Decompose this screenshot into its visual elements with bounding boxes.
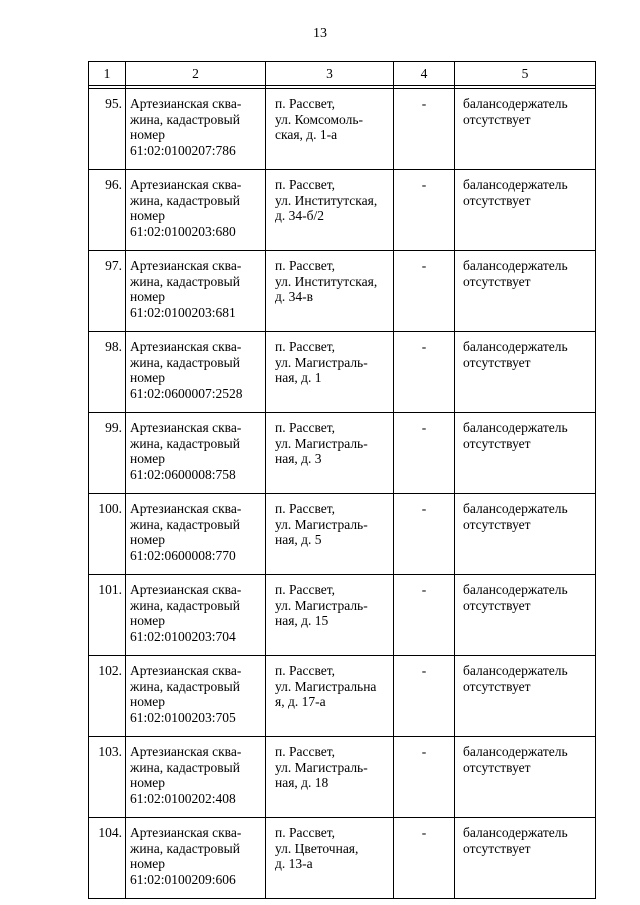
object-name-line: Артезианская сква- [130,582,242,597]
object-name-line: жина, кадастровый [130,597,240,613]
balance-holder-line: отсутствует [463,354,531,370]
object-name-line: номер [130,775,166,790]
table-row [89,332,596,413]
object-name-cell [126,737,266,818]
object-name-line: 61:02:0100203:704 [130,628,236,644]
address-line: ул. Цветочная, [275,840,359,856]
column-4-value: - [394,89,455,170]
object-name-line: номер [130,451,166,466]
address-line: ул. Магистральна [275,678,377,694]
address-line: ул. Комсомоль- [275,111,364,127]
table-row [89,656,596,737]
row-number: 100. [89,494,126,575]
object-name-line: 61:02:0100203:705 [130,709,236,725]
table-header [89,62,596,89]
table-row [89,737,596,818]
balance-holder-cell [455,494,596,575]
object-name-line: жина, кадастровый [130,273,240,289]
address-line: п. Рассвет, [275,825,336,840]
balance-holder-line: отсутствует [463,435,531,451]
balance-holder-line: отсутствует [463,840,531,856]
address-cell [266,575,394,656]
address-line: ная, д. 3 [275,451,322,466]
balance-holder-line: балансодержатель [463,420,568,435]
object-name-line: Артезианская сква- [130,339,242,354]
address-line: ная, д. 15 [275,613,329,628]
address-line: ул. Институтская, [275,192,378,208]
header-col-1: 1 [89,62,126,86]
balance-holder-line: балансодержатель [463,258,568,273]
address-cell [266,251,394,332]
object-name-line: жина, кадастровый [130,192,240,208]
address-line: п. Рассвет, [275,663,336,678]
balance-holder-cell [455,251,596,332]
object-name-cell [126,494,266,575]
balance-holder-line: балансодержатель [463,825,568,840]
object-name-cell [126,170,266,251]
row-number: 99. [89,413,126,494]
balance-holder-cell [455,170,596,251]
address-line: п. Рассвет, [275,501,336,516]
row-number: 95. [89,89,126,170]
balance-holder-cell [455,818,596,899]
row-number: 96. [89,170,126,251]
header-col-4: 4 [394,62,455,86]
address-line: п. Рассвет, [275,339,336,354]
balance-holder-line: балансодержатель [463,501,568,516]
object-name-line: 61:02:0100202:408 [130,790,236,806]
object-name-line: номер [130,370,166,385]
balance-holder-cell [455,575,596,656]
column-4-value: - [394,656,455,737]
registry-table [88,61,596,899]
column-4-value: - [394,575,455,656]
address-cell [266,656,394,737]
address-line: я, д. 17-а [275,694,326,709]
address-line: ул. Магистраль- [275,354,368,370]
column-4-value: - [394,332,455,413]
column-4-value: - [394,413,455,494]
address-line: п. Рассвет, [275,420,336,435]
address-line: п. Рассвет, [275,177,336,192]
balance-holder-cell [455,656,596,737]
object-name-line: номер [130,613,166,628]
column-4-value: - [394,494,455,575]
address-line: ул. Магистраль- [275,516,368,532]
balance-holder-line: отсутствует [463,678,531,694]
address-line: ная, д. 5 [275,532,322,547]
address-line: п. Рассвет, [275,258,336,273]
object-name-line: жина, кадастровый [130,516,240,532]
object-name-line: жина, кадастровый [130,111,240,127]
balance-holder-line: балансодержатель [463,96,568,111]
address-cell [266,413,394,494]
object-name-line: жина, кадастровый [130,435,240,451]
object-name-line: жина, кадастровый [130,840,240,856]
page-number: 13 [313,26,327,41]
address-line: д. 34-в [275,289,313,304]
object-name-line: 61:02:0600008:770 [130,547,236,563]
table-row [89,575,596,656]
column-4-value: - [394,251,455,332]
header-col-2: 2 [126,62,266,86]
object-name-line: жина, кадастровый [130,354,240,370]
balance-holder-cell [455,332,596,413]
object-name-cell [126,413,266,494]
table-row [89,494,596,575]
object-name-line: Артезианская сква- [130,96,242,111]
object-name-line: номер [130,856,166,871]
object-name-line: номер [130,694,166,709]
row-number: 102. [89,656,126,737]
object-name-line: 61:02:0600008:758 [130,466,236,482]
object-name-line: Артезианская сква- [130,177,242,192]
object-name-line: 61:02:0100203:681 [130,304,236,320]
object-name-cell [126,656,266,737]
address-cell [266,494,394,575]
balance-holder-cell [455,413,596,494]
object-name-line: номер [130,208,166,223]
table-body [89,89,596,899]
address-line: ная, д. 1 [275,370,322,385]
object-name-line: номер [130,532,166,547]
address-line: д. 13-а [275,856,313,871]
object-name-line: Артезианская сква- [130,501,242,516]
balance-holder-line: балансодержатель [463,663,568,678]
address-line: ул. Магистраль- [275,759,368,775]
object-name-line: Артезианская сква- [130,663,242,678]
address-cell [266,737,394,818]
address-cell [266,332,394,413]
object-name-line: жина, кадастровый [130,678,240,694]
object-name-line: 61:02:0100209:606 [130,871,236,887]
balance-holder-line: отсутствует [463,111,531,127]
object-name-cell [126,251,266,332]
table-row [89,413,596,494]
object-name-cell [126,818,266,899]
address-cell [266,818,394,899]
address-line: д. 34-б/2 [275,208,324,223]
balance-holder-line: отсутствует [463,273,531,289]
address-line: п. Рассвет, [275,582,336,597]
address-line: п. Рассвет, [275,744,336,759]
object-name-line: Артезианская сква- [130,420,242,435]
row-number: 98. [89,332,126,413]
row-number: 101. [89,575,126,656]
object-name-line: Артезианская сква- [130,258,242,273]
header-row [89,62,596,86]
column-4-value: - [394,737,455,818]
address-line: ул. Магистраль- [275,597,368,613]
table-row [89,170,596,251]
address-line: ул. Институтская, [275,273,378,289]
row-number: 97. [89,251,126,332]
object-name-line: 61:02:0600007:2528 [130,385,243,401]
header-col-5: 5 [455,62,596,86]
table-row [89,818,596,899]
address-cell [266,89,394,170]
table-row [89,251,596,332]
object-name-line: 61:02:0100207:786 [130,142,236,158]
address-line: ская, д. 1-а [275,127,338,142]
address-cell [266,170,394,251]
object-name-line: жина, кадастровый [130,759,240,775]
address-line: ул. Магистраль- [275,435,368,451]
balance-holder-line: отсутствует [463,516,531,532]
balance-holder-line: балансодержатель [463,339,568,354]
row-number: 103. [89,737,126,818]
balance-holder-line: балансодержатель [463,177,568,192]
balance-holder-line: отсутствует [463,597,531,613]
table-row [89,89,596,170]
address-line: ная, д. 18 [275,775,329,790]
balance-holder-line: балансодержатель [463,582,568,597]
object-name-cell [126,575,266,656]
object-name-line: номер [130,127,166,142]
address-line: п. Рассвет, [275,96,336,111]
object-name-line: Артезианская сква- [130,744,242,759]
object-name-cell [126,332,266,413]
object-name-cell [126,89,266,170]
balance-holder-cell [455,89,596,170]
balance-holder-line: отсутствует [463,192,531,208]
column-4-value: - [394,818,455,899]
balance-holder-line: отсутствует [463,759,531,775]
object-name-line: номер [130,289,166,304]
column-4-value: - [394,170,455,251]
object-name-line: 61:02:0100203:680 [130,223,236,239]
balance-holder-line: балансодержатель [463,744,568,759]
header-col-3: 3 [266,62,394,86]
object-name-line: Артезианская сква- [130,825,242,840]
row-number: 104. [89,818,126,899]
balance-holder-cell [455,737,596,818]
